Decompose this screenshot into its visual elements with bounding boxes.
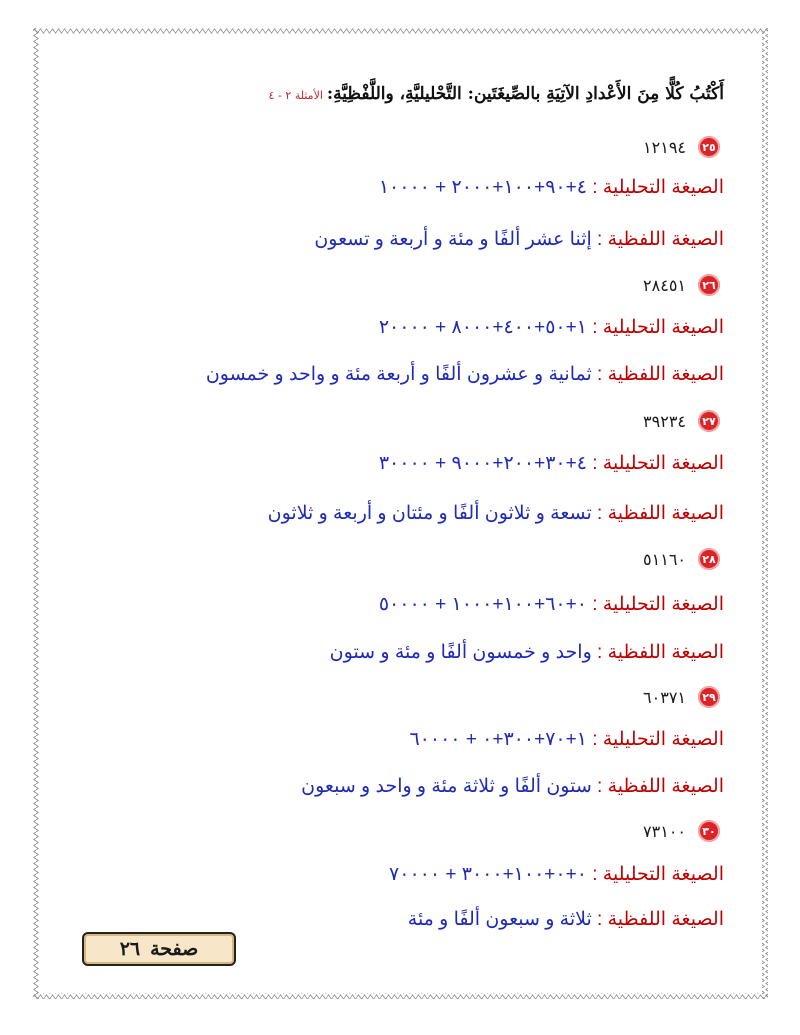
verbal-form-label: الصيغة اللفظية :: [591, 503, 724, 524]
exercise-number-badge: ٢٩: [698, 686, 720, 708]
worksheet-content: [60, 0, 760, 1035]
analytic-form-line: [409, 728, 724, 751]
exercise-instruction: [269, 84, 724, 104]
verbal-form-line: [314, 228, 724, 251]
exercise-number-badge: ٢٦: [698, 274, 720, 296]
exercise-number-badge: ٢٥: [698, 136, 720, 158]
exercise-item-27: [643, 410, 720, 432]
verbal-form-value: واحد و خمسون ألفًا و مئة و ستون: [329, 642, 592, 663]
verbal-form-value: تسعة و ثلاثون ألفًا و مئتان و أربعة و ثلاثون: [267, 503, 592, 524]
exercise-number-badge: ٢٧: [698, 410, 720, 432]
analytic-form-value: ١+٧٠+٣٠٠+٠ + ٦٠٠٠٠: [409, 729, 587, 750]
verbal-form-line: [330, 641, 724, 664]
verbal-form-label: الصيغة اللفظية :: [591, 229, 724, 250]
analytic-form-line: [379, 176, 724, 199]
analytic-form-label: الصيغة التحليلية :: [586, 317, 724, 338]
number-value: ٣٩٢٣٤: [643, 411, 686, 431]
exercise-item-26: [643, 274, 720, 296]
number-value: ٦٠٣٧١: [643, 687, 686, 707]
page-word: صفحة: [150, 938, 199, 960]
analytic-form-label: الصيغة التحليلية :: [586, 177, 724, 198]
exercise-item-25: [643, 136, 720, 158]
analytic-form-line: [389, 863, 724, 886]
analytic-form-value: ١+٥٠+٤٠٠+٨٠٠٠ + ٢٠٠٠٠: [378, 317, 587, 338]
number-value: ٧٣١٠٠: [643, 821, 686, 841]
exercise-number-badge: ٢٨: [698, 548, 720, 570]
exercise-item-28: [643, 548, 720, 570]
analytic-form-label: الصيغة التحليلية :: [586, 594, 724, 615]
page-number-tab: [82, 932, 236, 966]
instruction-text: أَكْتُبُ كُلًّا مِنَ الأَعْدادِ الآتِيَةِ بالصِّيغَتَين: التَّحْليليَّةِ، واللَّفْظِيَّةِ:: [326, 84, 724, 104]
verbal-form-value: ثلاثة و سبعون ألفًا و مئة: [407, 909, 592, 930]
verbal-form-line: [268, 502, 724, 525]
verbal-form-line: [301, 775, 724, 798]
verbal-form-label: الصيغة اللفظية :: [591, 776, 724, 797]
examples-reference: الأمثلة ٢ - ٤: [268, 89, 323, 102]
exercise-item-30: [643, 820, 720, 842]
analytic-form-label: الصيغة التحليلية :: [586, 729, 724, 750]
analytic-form-value: ٤+٣٠+٢٠٠+٩٠٠٠ + ٣٠٠٠٠: [378, 453, 587, 474]
analytic-form-value: ٠+٠+١٠٠+٣٠٠٠ + ٧٠٠٠٠: [389, 864, 587, 885]
verbal-form-value: ثمانية و عشرون ألفًا و أربعة مئة و واحد و خمسون: [205, 364, 592, 385]
analytic-form-line: [379, 316, 724, 339]
number-value: ٥١١٦٠: [643, 549, 686, 569]
verbal-form-label: الصيغة اللفظية :: [591, 642, 724, 663]
analytic-form-label: الصيغة التحليلية :: [586, 864, 724, 885]
analytic-form-value: ٤+٩٠+١٠٠+٢٠٠٠ + ١٠٠٠٠: [378, 177, 587, 198]
exercise-item-29: [643, 686, 720, 708]
number-value: ١٢١٩٤: [643, 137, 686, 157]
analytic-form-label: الصيغة التحليلية :: [586, 453, 724, 474]
page-number: ٢٦: [119, 938, 141, 960]
exercise-number-badge: ٣٠: [698, 820, 720, 842]
verbal-form-line: [408, 908, 724, 931]
analytic-form-line: [379, 593, 724, 616]
verbal-form-line: [206, 363, 724, 386]
number-value: ٢٨٤٥١: [643, 275, 686, 295]
verbal-form-value: إثنا عشر ألفًا و مئة و أربعة و تسعون: [314, 229, 592, 250]
analytic-form-value: ٠+٦٠+١٠٠+١٠٠٠ + ٥٠٠٠٠: [378, 594, 587, 615]
verbal-form-label: الصيغة اللفظية :: [591, 909, 724, 930]
verbal-form-value: ستون ألفًا و ثلاثة مئة و واحد و سبعون: [301, 776, 592, 797]
analytic-form-line: [379, 452, 724, 475]
verbal-form-label: الصيغة اللفظية :: [591, 364, 724, 385]
